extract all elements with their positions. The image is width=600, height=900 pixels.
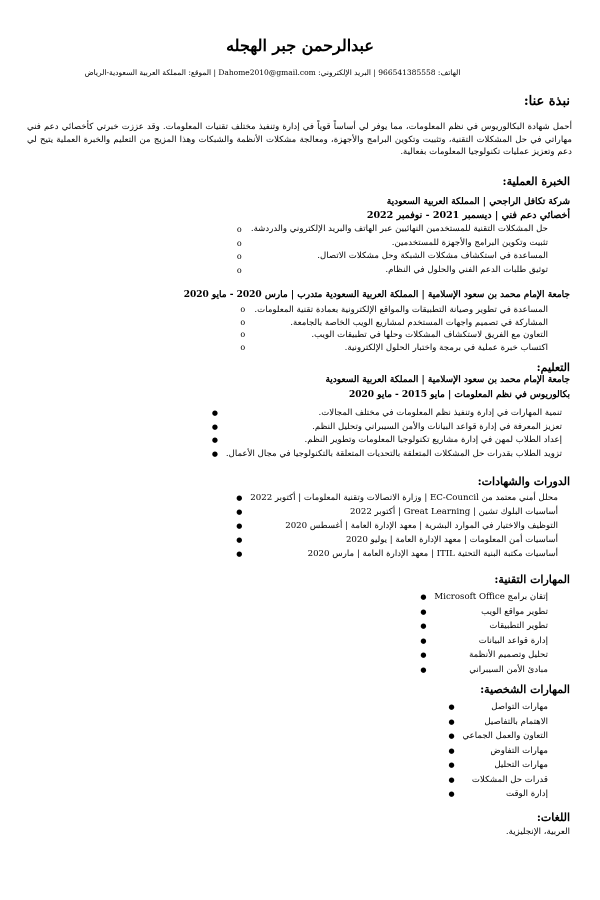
- list-item: o التعاون مع الفريق لاستكشاف المشكلات وحلها في تطبيقات الويب.: [254, 329, 548, 342]
- list-item: ● تطوير مواقع الويب: [434, 605, 548, 620]
- languages-text: العربية، الإنجليزية.: [505, 827, 570, 837]
- job-1-role: أخصائي دعم فني | ديسمبر 2021 - نوفمبر 2022: [366, 210, 570, 221]
- list-item: ● أساسيات أمن المعلومات | معهد الإدارة العامة | يوليو 2020: [250, 533, 558, 547]
- list-item: ● مهارات التفاوض: [463, 744, 549, 759]
- personal-skills-heading: المهارات الشخصية:: [480, 683, 570, 696]
- personal-skills-list: [463, 700, 549, 802]
- about-heading: نبذة عنا:: [523, 94, 570, 109]
- job-2-heading: جامعة الإمام محمد بن سعود الإسلامية | المملكة العربية السعودية متدرب | مارس 2020 - مايو 2020: [183, 290, 570, 300]
- list-item: ● التوظيف والاختيار في الموارد البشرية | معهد الإدارة العامة | أغسطس 2020: [250, 519, 558, 533]
- list-item: ● أساسيات مكتبة البنية التحتية ITIL | معهد الإدارة العامة | مارس 2020: [250, 547, 558, 561]
- about-paragraph: أحمل شهادة البكالوريوس في نظم المعلومات، مما يوفر لي أساساً قوياً في إدارة وتنفيذ مختلف تقنيات المعلومات. وقد عززت خبرتي كأخصائي دعم فني مهاراتي في حل المشكلات التقنية، وتثبيت وتكوين البرامج والأجهزة، ومعالجة مشكلات الأنظمة والشبكات وهذا المزيج من التعليم والخبرة العملية يتيح لي دعم وتعزيز عمليات تكنولوجيا المعلومات بفعالية.: [27, 122, 572, 157]
- list-item: ● مهارات التحليل: [463, 758, 549, 773]
- list-item: ● إتقان برامج Microsoft Office: [434, 590, 548, 605]
- list-item: ● مبادئ الأمن السيبراني: [434, 663, 548, 678]
- list-item: o حل المشكلات التقنية للمستخدمين النهائيين عبر الهاتف والبريد الإلكتروني والدردشة.: [251, 223, 548, 237]
- job-1-tasks: [251, 223, 548, 277]
- list-item: o اكتساب خبرة عملية في برمجة واختبار الحلول الإلكترونية.: [254, 342, 548, 355]
- list-item: ● الاهتمام بالتفاصيل: [463, 715, 549, 730]
- list-item: ● تنمية المهارات في إدارة وتنفيذ نظم المعلومات في مختلف المجالات.: [226, 407, 562, 421]
- list-item: ● مهارات التواصل: [463, 700, 549, 715]
- education-university: جامعة الإمام محمد بن سعود الإسلامية | المملكة العربية السعودية: [325, 375, 570, 385]
- education-points: [226, 407, 562, 461]
- list-item: ● تحليل وتصميم الأنظمة: [434, 648, 548, 663]
- courses-list: [250, 491, 558, 561]
- experience-heading: الخبرة العملية:: [502, 175, 570, 188]
- list-item: ● إدارة قواعد البيانات: [434, 634, 548, 649]
- languages-heading: اللغات:: [536, 811, 570, 824]
- education-heading: التعليم:: [536, 361, 570, 374]
- tech-skills-list: [434, 590, 548, 677]
- list-item: o المساعدة في تطوير وصيانة التطبيقات والمواقع الإلكترونية بعمادة تقنية المعلومات.: [254, 304, 548, 317]
- list-item: ● التعاون والعمل الجماعي: [463, 729, 549, 744]
- list-item: ● إدارة الوقت: [463, 787, 549, 802]
- list-item: o تثبيت وتكوين البرامج والأجهزة للمستخدمين.: [251, 237, 548, 251]
- list-item: ● تعزيز المعرفة في إدارة قواعد البيانات والأمن السيبراني وتحليل النظم.: [226, 421, 562, 435]
- list-item: ● أساسيات البلوك تشين | Great Learning | أكتوبر 2022: [250, 505, 558, 519]
- candidate-name: عبدالرحمن جبر الهجله: [226, 36, 374, 55]
- job-2-tasks: [254, 304, 548, 354]
- list-item: o المشاركة في تصميم واجهات المستخدم لمشاريع الويب الخاصة بالجامعة.: [254, 317, 548, 330]
- list-item: ● تطوير التطبيقات: [434, 619, 548, 634]
- list-item: ● تزويد الطلاب بقدرات حل المشكلات المتعلقة بالتحديات المتعلقة بالتكنولوجيا في مجال الأعمال.: [226, 448, 562, 462]
- contact-line: الهاتف: 966541385558 | البريد الإلكتروني: Dahome2010@gmail.com | الموقع: المملكة العربية السعودية-الرياض: [84, 68, 461, 77]
- list-item: o توثيق طلبات الدعم الفني والحلول في النظام.: [251, 264, 548, 278]
- education-degree: بكالوريوس في نظم المعلومات | مايو 2015 - مايو 2020: [348, 390, 570, 400]
- list-item: ● إعداد الطلاب لمهن في إدارة مشاريع تكنولوجيا المعلومات وتطوير النظم.: [226, 434, 562, 448]
- list-item: ● محلل أمني معتمد من EC-Council | وزارة الاتصالات وتقنية المعلومات | أكتوبر 2022: [250, 491, 558, 505]
- job-1-company: شركة تكافل الراجحي | المملكة العربية السعودية: [386, 197, 570, 207]
- courses-heading: الدورات والشهادات:: [477, 475, 570, 488]
- list-item: o المساعدة في استكشاف مشكلات الشبكة وحل مشكلات الاتصال.: [251, 250, 548, 264]
- tech-skills-heading: المهارات التقنية:: [494, 573, 570, 586]
- list-item: ● قدرات حل المشكلات: [463, 773, 549, 788]
